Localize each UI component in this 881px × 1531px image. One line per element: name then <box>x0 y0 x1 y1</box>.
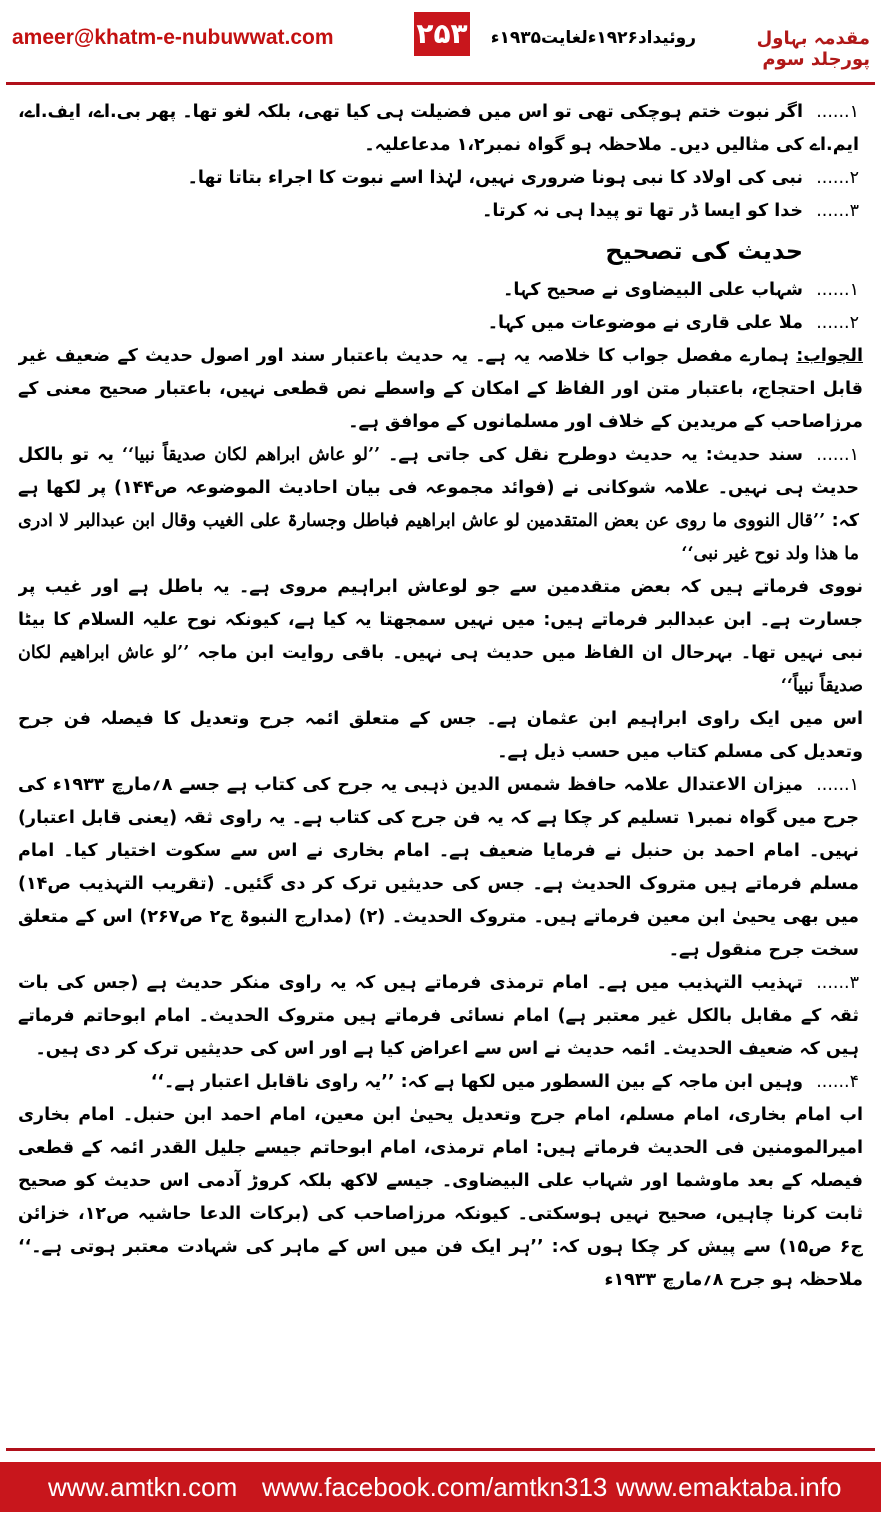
rawi-intro: اس میں ایک راوی ابراہیم ابن عثمان ہے۔ جس کے متعلق ائمہ جرح وتعدیل کا فیصلہ فن جرح وتعدیل کی مسلم کتاب میں حسب ذیل ہے۔ <box>18 709 863 762</box>
conclusion-paragraph: اب امام بخاری، امام مسلم، امام جرح وتعدیل یحییٰ ابن معین، امام احمد ابن حنبل۔ امام بخاری امیرالمومنین فی الحدیث فرماتے ہیں: امام ترمذی، امام ابوحاتم جیسے جلیل القدر ائمہ کے قطعی فیصلہ کے بعد ماوشما اور شہاب علی البیضاوی۔ جیسے لاکھ بلکہ کروڑ آدمی اس حدیث کو صحیح ثابت کرنا چاہیں، صحیح نہیں ہوسکتی۔ کیونکہ مرزاصاحب کی (برکات الدعا حاشیہ ص۱۲، خزائن ج۶ ص۱۵) سے پیش کر چکا ہوں کہ: ’’ہر ایک فن میں اس کے ماہر کی شہادت معتبر ہوتی ہے۔‘‘ ملاحظہ ہو جرح ۸؍مارچ ۱۹۳۳ء <box>18 1105 863 1290</box>
footer-link-amtkn[interactable]: www.amtkn.com <box>48 1472 238 1502</box>
arabic-quote: ’’قال النووی ما روی عن بعض المتقدمین لو عاش ابراھیم فباطل وجسارۃ علی الغیب وقال ابن عبدالبر لا ادری ما ھذا ولد نوح غیر نبی‘‘ <box>18 511 859 564</box>
list-item: ۱......میزان الاعتدال علامہ حافظ شمس الدین ذہبی یہ جرح کی کتاب ہے جسے ۸؍مارچ ۱۹۳۳ء کی جرح میں گواہ نمبر۱ تسلیم کر چکا ہے کہ یہ فن جرح کی کتاب ہے۔ یہ راوی ثقہ (یعنی قابل اعتبار) نہیں۔ امام احمد بن حنبل نے فرمایا ضعیف ہے۔ امام بخاری نے اس سے سکوت اختیار کیا۔ امام مسلم فرماتے ہیں متروک الحدیث ہے۔ جس کی حدیثیں ترک کر دی گئیں۔ (تقریب التہذیب ص۱۴) میں بھی یحییٰ ابن معین فرماتے ہیں۔ متروک الحدیث۔ (۲) (مدارج النبوۃ ج۲ ص۲۶۷) اس کے متعلق سخت جرح منقول ہے۔ <box>18 775 859 960</box>
nawawi-paragraph: نووی فرماتے ہیں کہ بعض متقدمین سے جو لوعاش ابراہیم مروی ہے۔ یہ باطل ہے اور غیب پر جسارت ہے۔ ابن عبدالبر فرماتے ہیں: میں نہیں سمجھتا یہ کیا ہے، کیونکہ نوح علیہ السلام کا بیٹا نبی نہیں تھا۔ بہرحال ان الفاظ میں حدیث ہی نہیں۔ باقی روایت ابن ماجہ ’’لو عاش ابراھیم لکان صدیقاً نبیاً‘‘ <box>18 577 863 696</box>
page-number-badge: ۲۵۳ <box>414 12 470 56</box>
header-email[interactable]: ameer@khatm-e-nubuwwat.com <box>12 26 334 49</box>
sanad-paragraph: ۱......سند حدیث: یہ حدیث دوطرح نقل کی جاتی ہے۔ ’’لو عاش ابراھم لکان صدیقاً نبیا‘‘ یہ تو بالکل حدیث ہی نہیں۔ علامہ شوکانی نے (فوائد مجموعہ فی بیان احادیث الموضوعہ ص۱۴۴) پر لکھا ہے کہ: ’’قال النووی ما روی عن بعض المتقدمین لو عاش ابراھیم فباطل وجسارۃ علی الغیب وقال ابن عبدالبر لا ادری ما ھذا ولد نوح غیر نبی‘‘ <box>18 445 860 564</box>
page-body <box>18 96 863 1436</box>
list-item: ۲......ملا علی قاری نے موضوعات میں کہا۔ <box>487 313 859 333</box>
header-rule <box>6 82 875 85</box>
footer-link-emaktaba[interactable]: www.emaktaba.info <box>616 1472 842 1502</box>
page-header <box>0 0 881 84</box>
footer-link-facebook[interactable]: www.facebook.com/amtkn313 <box>262 1472 608 1502</box>
arabic-quote: ’’لو عاش ابراھیم لکان صدیقاً نبیاً‘‘ <box>18 643 863 696</box>
header-book-title: مقدمہ بہاول پورجلد سوم <box>756 28 870 70</box>
list-item: ۴......وہیں ابن ماجہ کے بین السطور میں لکھا ہے کہ: ’’یہ راوی ناقابل اعتبار ہے۔‘‘ <box>150 1072 859 1092</box>
section-heading: حدیث کی تصحیح <box>605 237 803 265</box>
arabic-quote: ’’لو عاش ابراھم لکان صدیقاً نبیا‘‘ <box>121 445 381 465</box>
header-years: روئیداد۱۹۲۶ءلغایت۱۹۳۵ء <box>490 28 696 48</box>
list-item: ۳......خدا کو ایسا ڈر تھا تو پیدا ہی نہ کرتا۔ <box>482 201 859 221</box>
list-item: ۱......اگر نبوت ختم ہوچکی تھی تو اس میں فضیلت ہی کیا تھی، بلکہ لغو تھا۔ پھر بی.اے، ایف.اے، ایم.اے کی مثالیں دیں۔ ملاحظہ ہو گواہ نمبر۱،۲ مدعاعلیہ۔ <box>18 102 859 155</box>
list-item: ۲......نبی کی اولاد کا نبی ہونا ضروری نہیں، لہٰذا اسے نبوت کا اجراء بتاتا تھا۔ <box>187 168 859 188</box>
page-footer <box>0 1462 881 1512</box>
list-item: ۳......تہذیب التہذیب میں ہے۔ امام ترمذی فرماتے ہیں کہ یہ راوی منکر حدیث ہے (جس کی بات ثقہ کے مقابل بالکل غیر معتبر ہے) امام نسائی فرماتے ہیں متروک الحدیث۔ امام ابوحاتم فرماتے ہیں کہ ضعیف الحدیث۔ ائمہ حدیث نے اس سے اعراض کیا ہے اور اس کی حدیثیں ترک کر دی ہیں۔ <box>18 973 859 1059</box>
answer-label: الجواب: <box>796 346 863 366</box>
footer-rule <box>6 1448 875 1451</box>
answer-paragraph: الجواب: ہمارے مفصل جواب کا خلاصہ یہ ہے۔ یہ حدیث باعتبار سند اور اصول حدیث کے ضعیف غیر قابل احتجاج، باعتبار متن اور الفاظ کے امکان کے واسطے نص قطعی نہیں، باعتبار صحیح معنی کے مرزاصاحب کے مریدین کے خلاف اور مسلمانوں کے موافق ہے۔ <box>18 346 863 432</box>
list-item: ۱......شہاب علی البیضاوی نے صحیح کہا۔ <box>503 280 859 300</box>
